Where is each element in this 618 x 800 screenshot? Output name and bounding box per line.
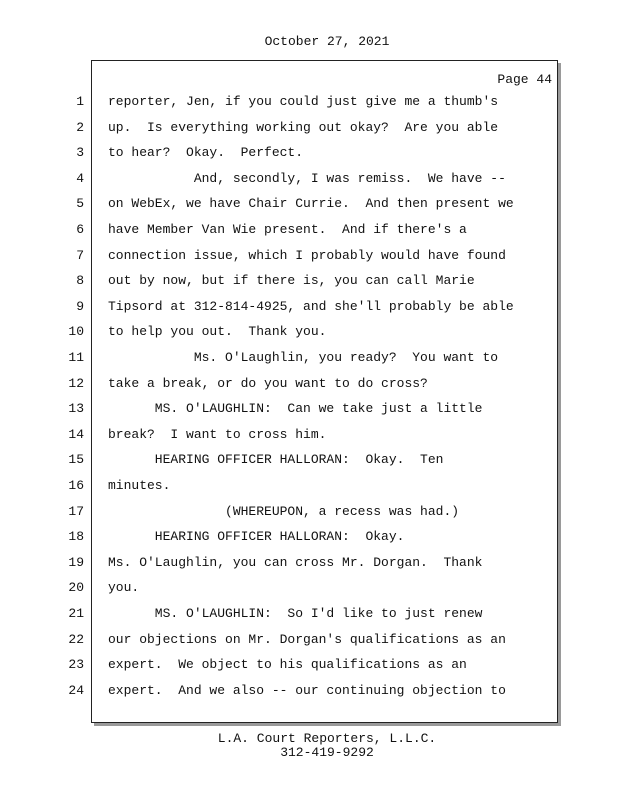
line-number: 19 bbox=[68, 555, 84, 570]
transcript-line: up. Is everything working out okay? Are you able bbox=[108, 120, 499, 135]
transcript-line: our objections on Mr. Dorgan's qualifications as an bbox=[108, 632, 506, 647]
line-number: 2 bbox=[76, 120, 84, 135]
line-number: 1 bbox=[76, 94, 84, 109]
reporter-phone: 312-419-9292 bbox=[280, 745, 374, 760]
line-number: 6 bbox=[76, 222, 84, 237]
transcript-line: Tipsord at 312-814-4925, and she'll probably be able bbox=[108, 299, 514, 314]
transcript-line: minutes. bbox=[108, 478, 171, 493]
transcript-line: to help you out. Thank you. bbox=[108, 324, 327, 339]
page-number: Page 44 bbox=[497, 72, 552, 87]
line-number: 13 bbox=[68, 401, 84, 416]
transcript-line: you. bbox=[108, 580, 140, 595]
line-number: 8 bbox=[76, 273, 84, 288]
line-number: 15 bbox=[68, 452, 84, 467]
line-number: 4 bbox=[76, 171, 84, 186]
line-number: 18 bbox=[68, 529, 84, 544]
transcript-line: on WebEx, we have Chair Currie. And then present we bbox=[108, 196, 514, 211]
transcript-line: MS. O'LAUGHLIN: So I'd like to just renew bbox=[108, 606, 483, 621]
transcript-line: take a break, or do you want to do cross? bbox=[108, 376, 428, 391]
transcript-line: reporter, Jen, if you could just give me a thumb's bbox=[108, 94, 499, 109]
line-number: 11 bbox=[68, 350, 84, 365]
transcript-line: out by now, but if there is, you can call Marie bbox=[108, 273, 475, 288]
line-number: 9 bbox=[76, 299, 84, 314]
line-number: 7 bbox=[76, 248, 84, 263]
footer bbox=[0, 732, 618, 760]
line-number: 16 bbox=[68, 478, 84, 493]
reporter-company: L.A. Court Reporters, L.L.C. bbox=[217, 731, 437, 746]
transcript-line: HEARING OFFICER HALLORAN: Okay. bbox=[108, 529, 405, 544]
transcript-line: break? I want to cross him. bbox=[108, 427, 327, 442]
line-number: 23 bbox=[68, 657, 84, 672]
transcript-line: HEARING OFFICER HALLORAN: Okay. Ten bbox=[108, 452, 444, 467]
line-number: 3 bbox=[76, 145, 84, 160]
transcript-line: expert. And we also -- our continuing objection to bbox=[108, 683, 506, 698]
line-number: 12 bbox=[68, 376, 84, 391]
transcript-line: Ms. O'Laughlin, you can cross Mr. Dorgan. Thank bbox=[108, 555, 483, 570]
transcript-line: And, secondly, I was remiss. We have -- bbox=[108, 171, 506, 186]
transcript-line: (WHEREUPON, a recess was had.) bbox=[108, 504, 460, 519]
line-number: 10 bbox=[68, 324, 84, 339]
transcript-line: have Member Van Wie present. And if there's a bbox=[108, 222, 467, 237]
transcript-line: Ms. O'Laughlin, you ready? You want to bbox=[108, 350, 499, 365]
line-number: 17 bbox=[68, 504, 84, 519]
line-number: 14 bbox=[68, 427, 84, 442]
transcript-line: MS. O'LAUGHLIN: Can we take just a little bbox=[108, 401, 483, 416]
transcript-date: October 27, 2021 bbox=[264, 34, 390, 49]
transcript-line: expert. We object to his qualifications as an bbox=[108, 657, 467, 672]
line-number: 22 bbox=[68, 632, 84, 647]
line-number: 20 bbox=[68, 580, 84, 595]
line-number: 24 bbox=[68, 683, 84, 698]
line-number: 21 bbox=[68, 606, 84, 621]
transcript-line: to hear? Okay. Perfect. bbox=[108, 145, 304, 160]
transcript-line: connection issue, which I probably would have found bbox=[108, 248, 506, 263]
line-number: 5 bbox=[76, 196, 84, 211]
